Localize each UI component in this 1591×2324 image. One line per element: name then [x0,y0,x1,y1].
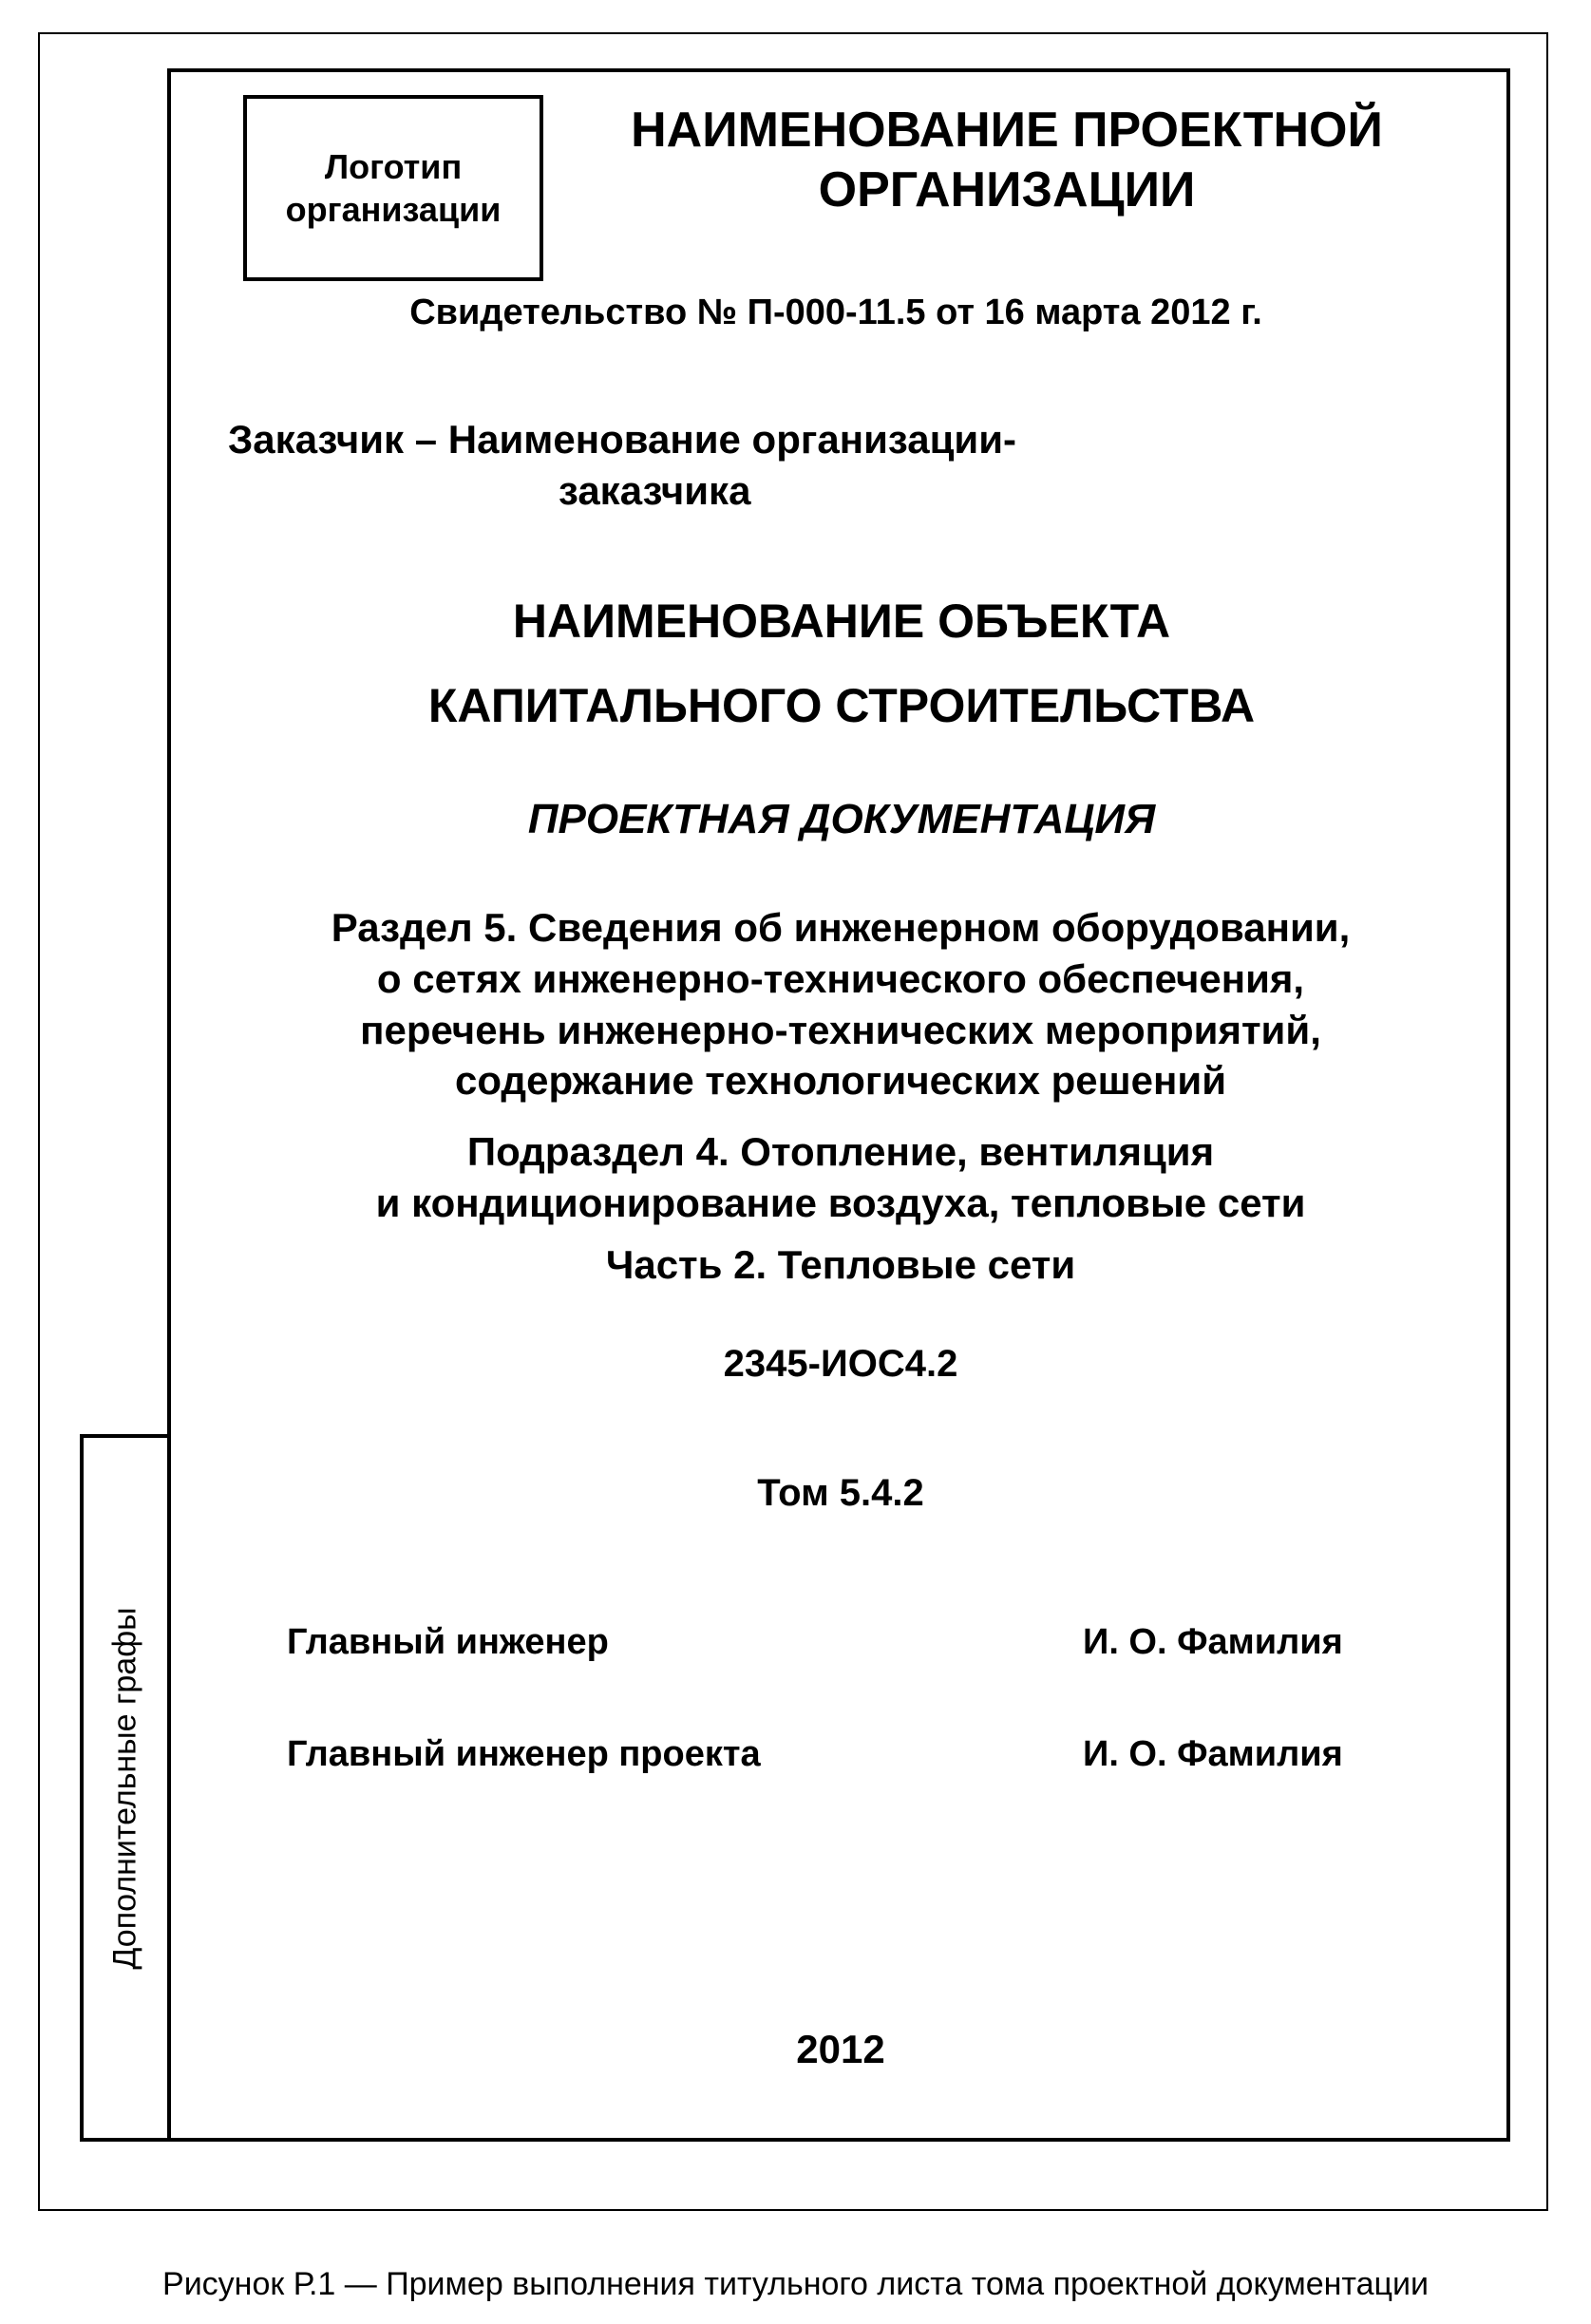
volume-number: Том 5.4.2 [757,1472,924,1514]
signature-role: Главный инженер проекта [287,1734,761,1774]
logo-placeholder [243,95,543,281]
signature-name: И. О. Фамилия [1083,1622,1343,1662]
part-title: Часть 2. Тепловые сети [605,1242,1076,1287]
organization-name: НАИМЕНОВАНИЕ ПРОЕКТНОЙ ОРГАНИЗАЦИИ [631,103,1383,218]
certificate-line: Свидетельство № П-000-11.5 от 16 марта 2012 г. [409,293,1262,332]
logo-placeholder-text: Логотип организации [285,147,502,229]
customer-line-2: заказчика [559,467,751,513]
subsection-title: Подраздел 4. Отопление, вентиляция и кондиционирование воздуха, тепловые сети [375,1129,1306,1225]
figure-caption: Рисунок Р.1 — Пример выполнения титульного листа тома проектной документации [162,2266,1429,2302]
signature-role: Главный инженер [287,1622,609,1662]
document-type: ПРОЕКТНАЯ ДОКУМЕНТАЦИЯ [527,796,1156,842]
section-title: Раздел 5. Сведения об инженерном оборудовании, о сетях инженерно-технического обеспечения, перечень инженерно-технических мероприятий, содержание технологических решений [331,905,1351,1104]
year: 2012 [796,2027,885,2071]
customer-block [228,414,1016,517]
document-code: 2345-ИОС4.2 [723,1343,958,1385]
signature-name: И. О. Фамилия [1083,1734,1343,1774]
additional-columns-strip [80,1434,167,2142]
object-name: НАИМЕНОВАНИЕ ОБЪЕКТА КАПИТАЛЬНОГО СТРОИТЕЛЬСТВА [427,595,1256,732]
additional-columns-label: Дополнительные графы [106,1606,143,1970]
customer-line-1: Заказчик – Наименование организации- [228,417,1017,462]
